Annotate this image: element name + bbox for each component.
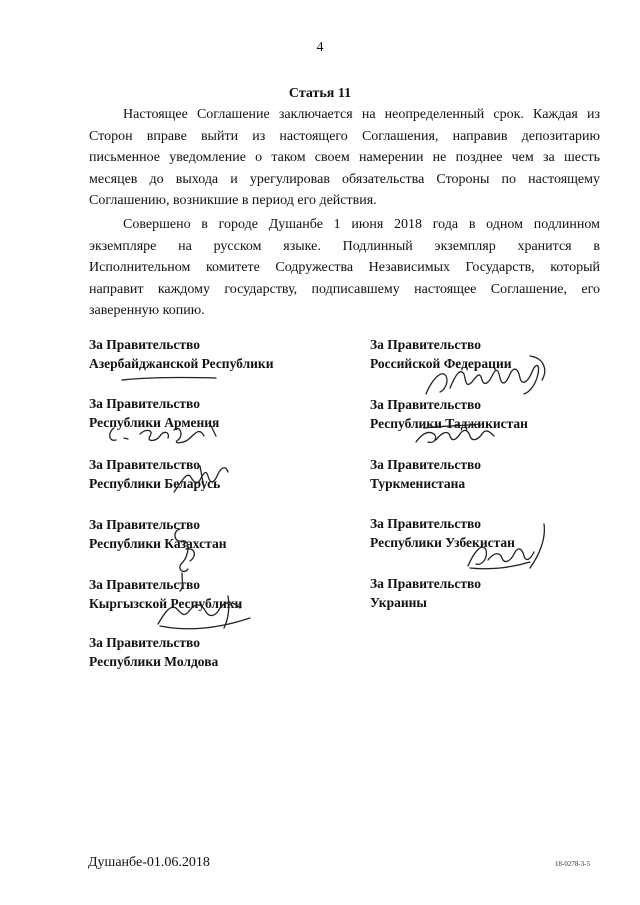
signature-azerbaijan [120,372,220,384]
signatory-heading: За Правительство [89,635,200,650]
signatory-heading: За Правительство [370,576,481,591]
signatory-kazakhstan [89,515,226,553]
article-title: Статья 11 [288,86,352,101]
article-paragraph-done-at [89,214,600,322]
signatory-heading: За Правительство [370,337,481,352]
signatory-country: Азербайджанской Республики [89,356,274,371]
signatory-heading: За Правительство [89,337,200,352]
article-paragraph-term [89,104,600,212]
paragraph-line: письменное уведомление о таком своем намерении не позднее чем за шесть [89,150,600,165]
paragraph-line: Исполнительном комитете Содружества Независимых Государств, который [89,260,600,275]
signatory-country: Республики Молдова [89,654,219,669]
signatory-moldova [89,633,218,671]
signatory-heading: За Правительство [89,396,200,411]
signatory-heading: За Правительство [370,516,481,531]
signatory-heading: За Правительство [89,457,200,472]
paragraph-line: Настоящее Соглашение заключается на неопределенный срок. Каждая из [123,107,600,122]
paragraph-line: месяцев до выхода и урегулировав обязательства Стороны по настоящему [89,171,600,187]
signatory-country: Российской Федерации [370,356,512,371]
paragraph-line: направит каждому государству, подписавшему настоящее Соглашение, его [89,281,600,297]
signatory-country: Республики Армения [89,415,220,430]
signatory-country: Туркменистана [370,476,466,491]
paragraph-line: экземпляре на русском языке. Подлинный экземпляр хранится в [89,238,600,254]
paragraph-line: Совершено в городе Душанбе 1 июня 2018 года в одном подлинном [123,217,600,232]
footer-document-code: 18-0278-3-5 [555,860,590,868]
signatory-tajikistan [370,395,528,433]
page-number: 4 [316,40,324,55]
paragraph-line: Соглашению, возникшие в период его действия. [89,193,377,208]
signatory-country: Республики Казахстан [89,536,227,551]
signatory-heading: За Правительство [370,457,481,472]
signatory-azerbaijan [89,335,274,373]
paragraph-line: заверенную копию. [89,303,205,318]
signatory-kyrgyzstan [89,575,242,613]
signatory-country: Украины [370,595,427,610]
signatory-russia [370,335,512,373]
signatory-turkmenistan [370,455,481,493]
signatory-ukraine [370,574,481,612]
signatory-heading: За Правительство [370,397,481,412]
signatory-heading: За Правительство [89,577,200,592]
signatory-country: Республики Беларусь [89,476,221,491]
signatory-country: Республики Таджикистан [370,416,528,431]
signatory-armenia [89,394,219,432]
signatory-country: Республики Узбекистан [370,535,515,550]
signatory-country: Кыргызской Республики [89,596,243,611]
paragraph-line: Сторон вправе выйти из настоящего Соглашения, направив депозитарию [89,128,600,144]
signatory-heading: За Правительство [89,517,200,532]
signatory-uzbekistan [370,514,515,552]
signatory-belarus [89,455,220,493]
footer-place-date: Душанбе-01.06.2018 [88,855,210,870]
